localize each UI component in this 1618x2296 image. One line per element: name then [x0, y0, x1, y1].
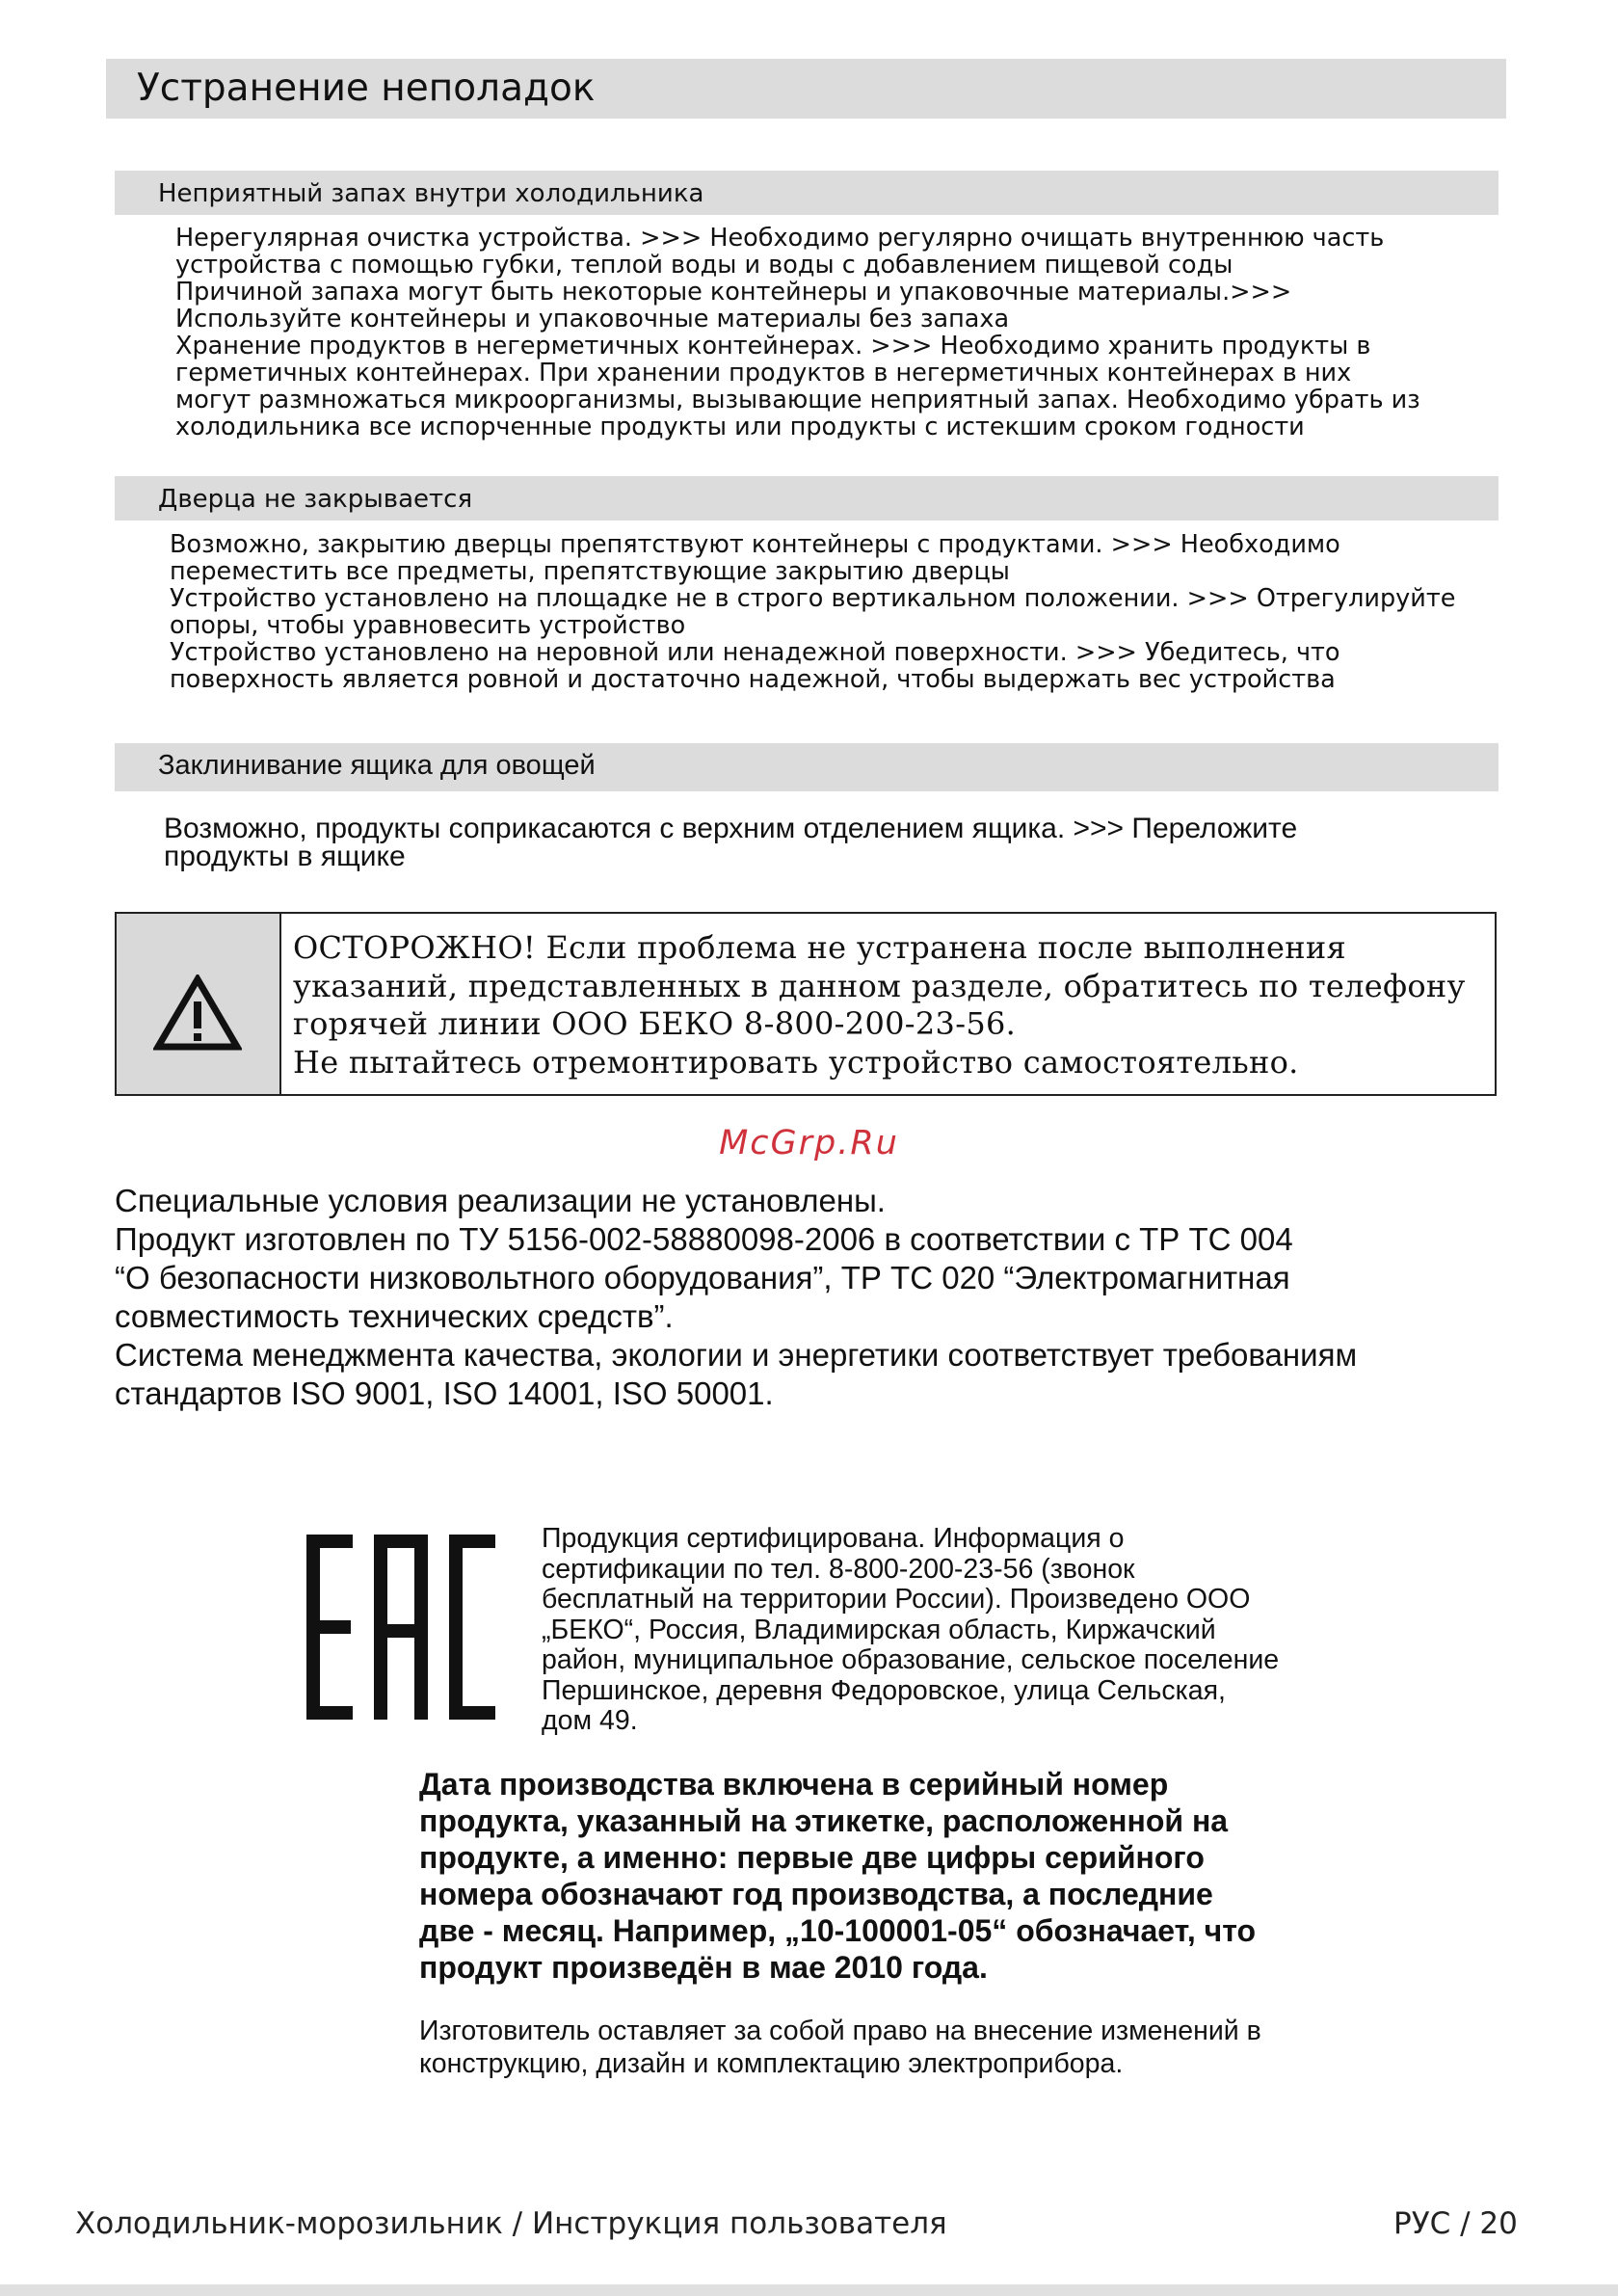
body-line: Возможно, продукты соприкасаются с верхним отделением ящика. >>> Переложите — [164, 813, 1298, 844]
page-title: Устранение неполадок — [137, 67, 596, 110]
body-line: Причиной запаха могут быть некоторые контейнеры и упаковочные материалы.>>> — [175, 278, 1292, 307]
manufacturer-note-line: Изготовитель оставляет за собой право на внесение изменений в — [419, 2016, 1261, 2046]
conditions-line: “О безопасности низковольтного оборудования”, ТР ТС 020 “Электромагнитная — [115, 1260, 1290, 1295]
body-line: Нерегулярная очистка устройства. >>> Необходимо регулярно очищать внутреннюю часть — [175, 224, 1385, 253]
body-line: продукты в ящике — [164, 841, 406, 872]
page-title-bar — [106, 59, 1506, 119]
warning-line: Не пытайтесь отремонтировать устройство самостоятельно. — [293, 1043, 1299, 1081]
body-line: поверхность является ровной и достаточно надежной, чтобы выдержать вес устройства — [170, 665, 1336, 694]
production-date-line: две - месяц. Например, „10-100001-05“ обозначает, что — [419, 1913, 1257, 1948]
production-date-line: продукте, а именно: первые две цифры серийного — [419, 1840, 1205, 1875]
body-line: переместить все предметы, препятствующие закрытию дверцы — [170, 557, 1010, 586]
section-heading-text: Заклинивание ящика для овощей — [158, 750, 596, 781]
conditions-line: стандартов ISO 9001, ISO 14001, ISO 50001. — [115, 1375, 774, 1411]
body-line: Устройство установлено на площадке не в строго вертикальном положении. >>> Отрегулируйте — [170, 584, 1456, 613]
conditions-line: Специальные условия реализации не установлены. — [115, 1183, 886, 1218]
section-body-odor — [175, 225, 1505, 441]
body-line: могут размножаться микроорганизмы, вызывающие неприятный запах. Необходимо убрать из — [175, 386, 1420, 414]
section-heading-door — [115, 476, 1499, 521]
production-date-line: продукт произведён в мае 2010 года. — [419, 1950, 988, 1985]
footer-page-number: РУС / 20 — [1393, 2206, 1518, 2241]
certification-line: дом 49. — [542, 1705, 638, 1736]
production-date-line: номера обозначают год производства, а последние — [419, 1877, 1213, 1911]
production-date-text — [419, 1766, 1383, 1986]
section-heading-text: Дверца не закрывается — [158, 485, 473, 514]
body-line: холодильника все испорченные продукты или продукты с истекшим сроком годности — [175, 413, 1305, 441]
production-date-line: продукта, указанный на этикетке, расположенной на — [419, 1803, 1229, 1838]
body-line: Хранение продуктов в негерметичных контейнерах. >>> Необходимо хранить продукты в — [175, 332, 1371, 360]
body-line: Возможно, закрытию дверцы препятствуют контейнеры с продуктами. >>> Необходимо — [170, 530, 1340, 559]
footer-document-title: Холодильник-морозильник / Инструкция пользователя — [75, 2206, 947, 2241]
certification-line: Першинское, деревня Федоровское, улица Сельская, — [542, 1674, 1226, 1706]
warning-triangle-icon — [153, 974, 242, 1052]
bottom-rule — [0, 2284, 1618, 2296]
body-line: устройства с помощью губки, теплой воды и воды с добавлением пищевой соды — [175, 251, 1233, 280]
conditions-line: Система менеджмента качества, экологии и энергетики соответствует требованиям — [115, 1337, 1358, 1373]
certification-line: Продукция сертифицирована. Информация о — [542, 1523, 1125, 1554]
eac-logo — [305, 1533, 497, 1722]
warning-icon-cell — [117, 914, 281, 1094]
body-line: опоры, чтобы уравновесить устройство — [170, 611, 686, 640]
certification-line: „БЕКО“, Россия, Владимирская область, Киржачский — [542, 1614, 1216, 1645]
warning-line: указаний, представленных в данном разделе, обратитесь по телефону — [293, 967, 1466, 1004]
conditions-line: Продукт изготовлен по ТУ 5156-002-58880098-2006 в соответствии с ТР ТС 004 — [115, 1221, 1293, 1257]
body-line: Устройство установлено на неровной или ненадежной поверхности. >>> Убедитесь, что — [170, 638, 1340, 667]
section-body-drawer — [164, 814, 1503, 870]
certification-line: бесплатный на территории России). Произведено ООО — [542, 1584, 1251, 1615]
section-heading-drawer — [115, 743, 1499, 791]
warning-line: горячей линии ООО БЕКО 8-800-200-23-56. — [293, 1005, 1017, 1042]
section-body-door — [170, 531, 1509, 693]
production-date-line: Дата производства включена в серийный номер — [419, 1767, 1169, 1802]
conditions-line: совместимость технических средств”. — [115, 1298, 674, 1334]
warning-box — [115, 912, 1497, 1096]
conditions-block — [115, 1182, 1522, 1413]
certification-line: сертификации по тел. 8-800-200-23-56 (звонок — [542, 1553, 1135, 1585]
warning-line: ОСТОРОЖНО! Если проблема не устранена после выполнения — [293, 929, 1347, 966]
certification-line: район, муниципальное образование, сельское поселение — [542, 1644, 1280, 1675]
body-line: герметичных контейнерах. При хранении продуктов в негерметичных контейнерах в них — [175, 359, 1352, 387]
warning-text — [293, 929, 1488, 1081]
certification-text — [542, 1524, 1409, 1737]
section-heading-text: Неприятный запах внутри холодильника — [158, 179, 704, 208]
manufacturer-note — [419, 2015, 1383, 2080]
manufacturer-note-line: конструкцию, дизайн и комплектацию электроприбора. — [419, 2048, 1124, 2079]
section-heading-odor — [115, 171, 1499, 215]
body-line: Используйте контейнеры и упаковочные материалы без запаха — [175, 305, 1010, 334]
watermark-text: McGrp.Ru — [719, 1124, 899, 1162]
